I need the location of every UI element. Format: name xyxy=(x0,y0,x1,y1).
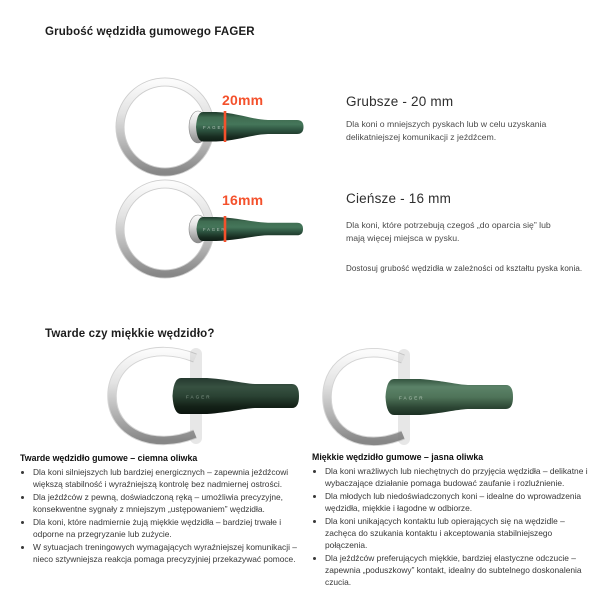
thickness-note: Dostosuj grubość wędzidła w zależności od kształtu pyska konia. xyxy=(346,264,583,273)
list-item: • Dla młodych lub niedoświadczonych koni – idealne do wprowadzenia wędzidła, miękkie i łagodne w odbiorze. xyxy=(325,491,590,515)
size-label-16mm: 16mm xyxy=(222,192,264,208)
brand-engraving: FAGER xyxy=(186,394,212,400)
list-item: • W sytuacjach treningowych wymagających wyraźniejszej komunikacji – nieco sztywniejsza reakcja pomaga precyzyjniej przekazywać pomoce. xyxy=(33,542,308,566)
soft-bit-column xyxy=(312,451,590,590)
thickness-description-16mm: Dla koni, które potrzebują czegoś „do oparcia się” lub mają więcej miejsca w pysku. xyxy=(346,220,551,244)
list-item: • Dla jeźdźców z pewną, doświadczoną ręką – umożliwia precyzyjne, konsekwentne sygnały z mniejszym „ustępowaniem” wędzidła. xyxy=(33,492,308,516)
bit-illustration-hard-dark-olive xyxy=(95,345,310,450)
thickness-heading-16mm: Cieńsze - 16 mm xyxy=(346,191,452,206)
list-item: • Dla jeźdźców preferujących miękkie, bardziej elastyczne odczucie – zapewnia „poduszkowy” kontakt, idealny do subtelnego doskonalenia czucia. xyxy=(325,553,590,589)
thickness-heading-20mm: Grubsze - 20 mm xyxy=(346,94,454,109)
brand-engraving: FAGER xyxy=(203,125,228,130)
info-block-16mm xyxy=(346,191,571,246)
list-item: • Dla koni silniejszych lub bardziej energicznych – zapewnia jeźdźcowi większą stabilność i wyraźniejszą kontrolę bez nadmiernej ostrości. xyxy=(33,467,308,491)
hard-bit-column xyxy=(20,452,308,567)
list-item: • Dla koni, które nadmiernie żują miękkie wędzidła – bardziej trwałe i odporne na przegryzanie lub zużycie. xyxy=(33,517,308,541)
bit-illustration-soft-light-olive xyxy=(315,345,530,450)
hard-bit-heading: Twarde wędzidło gumowe – ciemna oliwka xyxy=(20,453,198,463)
bit-illustration-20mm xyxy=(100,75,320,180)
page-title: Grubość wędzidła gumowego FAGER xyxy=(45,26,255,38)
brand-engraving: FAGER xyxy=(203,226,227,232)
bit-illustration-16mm xyxy=(100,177,320,282)
thickness-description-20mm: Dla koni o mniejszych pyskach lub w celu uzyskania delikatniejszej komunikacji z jeźdźcem. xyxy=(346,119,547,143)
info-block-20mm xyxy=(346,94,566,145)
size-label-20mm: 20mm xyxy=(222,92,264,108)
list-item: • Dla koni unikających kontaktu lub opierających się na wędzidle – zachęca do szukania kontaktu i akceptowania stabilniejszego połączenia. xyxy=(325,516,590,552)
hard-bit-bullet-list xyxy=(20,467,308,565)
section-title: Twarde czy miękkie wędzidło? xyxy=(45,328,215,340)
brand-engraving: FAGER xyxy=(399,395,425,401)
soft-bit-bullet-list xyxy=(312,466,590,588)
soft-bit-heading: Miękkie wędzidło gumowe – jasna oliwka xyxy=(312,452,484,462)
list-item: • Dla koni wrażliwych lub niechętnych do przyjęcia wędzidła – delikatne i wybaczające działanie pomaga budować zaufanie i rozluźnienie. xyxy=(325,466,590,490)
